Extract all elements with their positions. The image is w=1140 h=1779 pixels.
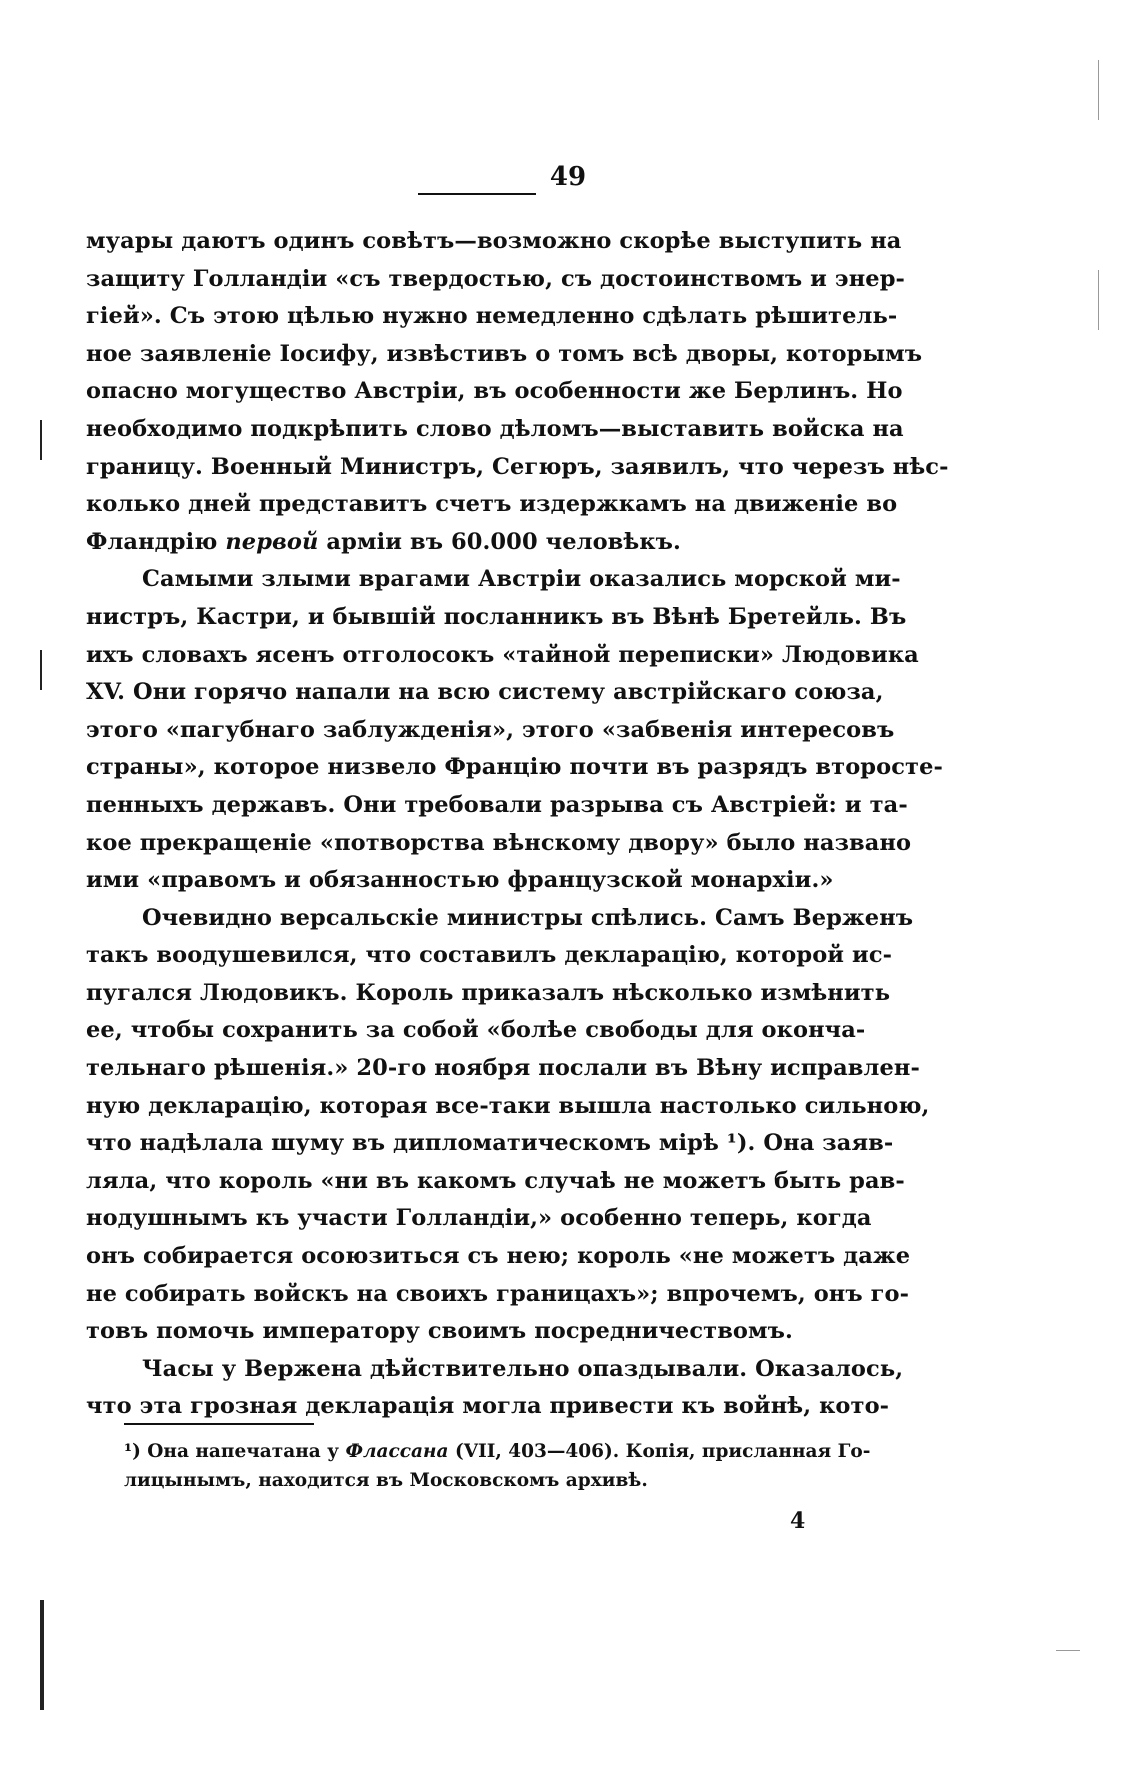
text-line: колько дней представитъ счетъ издержкамъ на движеніе во	[86, 491, 898, 518]
paragraph-3	[86, 900, 930, 1351]
margin-mark	[40, 420, 42, 460]
footnote-rule	[124, 1423, 314, 1425]
footnote-line: лицынымъ, находится въ Московскомъ архивѣ.	[124, 1470, 648, 1491]
text-line: что эта грозная декларація могла привести къ войнѣ, кото-	[86, 1393, 890, 1420]
italic-word: первой	[225, 528, 319, 555]
header-rule	[418, 193, 536, 195]
text-line: ную декларацію, которая все-таки вышла настолько сильною,	[86, 1092, 930, 1119]
margin-mark	[1098, 270, 1099, 330]
text-fragment: Фландрію	[86, 528, 226, 555]
italic-word: Флассана	[345, 1441, 449, 1462]
text-line: опасно могущество Австріи, въ особенности же Берлинъ. Но	[86, 378, 903, 405]
text-line: нодушнымъ къ участи Голландіи,» особенно теперь, когда	[86, 1205, 872, 1232]
text-line: защиту Голландіи «съ твердостью, съ достоинствомъ и энер-	[86, 265, 905, 292]
text-line: необходимо подкрѣпить слово дѣломъ—выставить войска на	[86, 415, 904, 442]
text-line: пенныхъ державъ. Они требовали разрыва съ Австріей: и та-	[86, 791, 908, 818]
text-line	[86, 524, 864, 562]
text-line: ее, чтобы сохранить за собой «болѣе свободы для оконча-	[86, 1017, 866, 1044]
text-line: Часы у Вержена дѣйствительно опаздывали. Оказалось,	[142, 1355, 904, 1382]
text-line: онъ собирается осоюзиться съ нею; король «не можетъ даже	[86, 1243, 911, 1270]
text-line: не собирать войскъ на своихъ границахъ»; впрочемъ, онъ го-	[86, 1280, 910, 1307]
text-line: ими «правомъ и обязанностью французской монархіи.»	[86, 867, 834, 894]
margin-mark	[1098, 60, 1099, 120]
text-line: XV. Они горячо напали на всю систему австрійскаго союза,	[86, 679, 884, 706]
text-fragment: ¹) Она напечатана у	[124, 1441, 346, 1462]
text-line: гіей». Съ этою цѣлью нужно немедленно сдѣлать рѣшитель-	[86, 303, 898, 330]
text-line: кое прекращеніе «потворства вѣнскому двору» было названо	[86, 829, 912, 856]
text-line: Самыми злыми врагами Австріи оказались морской ми-	[142, 566, 901, 593]
text-line: Очевидно версальскіе министры спѣлись. Самъ Верженъ	[142, 904, 914, 931]
text-line: границу. Военный Министръ, Сегюръ, заявилъ, что черезъ нѣс-	[86, 453, 949, 480]
footnote	[124, 1437, 871, 1495]
text-line: ное заявленіе Іосифу, извѣстивъ о томъ всѣ дворы, которымъ	[86, 340, 923, 367]
paragraph-2	[86, 561, 943, 899]
text-line: пугался Людовикъ. Король приказалъ нѣсколько измѣнить	[86, 979, 891, 1006]
body-text	[86, 223, 949, 1426]
paragraph-1	[86, 223, 949, 561]
text-fragment: (VII, 403—406). Копія, присланная Го-	[448, 1441, 871, 1462]
text-line: этого «пагубнаго заблужденія», этого «забвенія интересовъ	[86, 716, 895, 743]
footnote-line	[124, 1437, 871, 1466]
text-line: что надѣлала шуму въ дипломатическомъ мірѣ ¹). Она заяв-	[86, 1130, 894, 1157]
margin-mark	[40, 650, 42, 690]
paragraph-4	[86, 1351, 904, 1426]
text-line: страны», которое низвело Францію почти въ разрядъ второсте-	[86, 754, 943, 781]
text-line: ляла, что король «ни въ какомъ случаѣ не можетъ быть рав-	[86, 1167, 905, 1194]
text-line: такъ воодушевился, что составилъ декларацію, которой ис-	[86, 942, 893, 969]
text-line: муары даютъ одинъ совѣтъ—возможно скорѣе выступить на	[86, 228, 902, 254]
margin-mark	[1056, 1650, 1080, 1651]
margin-mark	[40, 1600, 44, 1710]
text-line: тельнаго рѣшенія.» 20-го ноября послали въ Вѣну исправлен-	[86, 1055, 920, 1082]
page-number: 49	[549, 162, 587, 192]
text-line: ихъ словахъ ясенъ отголосокъ «тайной переписки» Людовика	[86, 641, 919, 668]
text-fragment: арміи въ 60.000 человѣкъ.	[318, 528, 681, 555]
text-line: товъ помочь императору своимъ посредничествомъ.	[86, 1318, 793, 1345]
text-line: нистръ, Кастри, и бывшій посланникъ въ Вѣнѣ Бретейль. Въ	[86, 603, 907, 630]
signature-mark: 4	[790, 1508, 806, 1534]
